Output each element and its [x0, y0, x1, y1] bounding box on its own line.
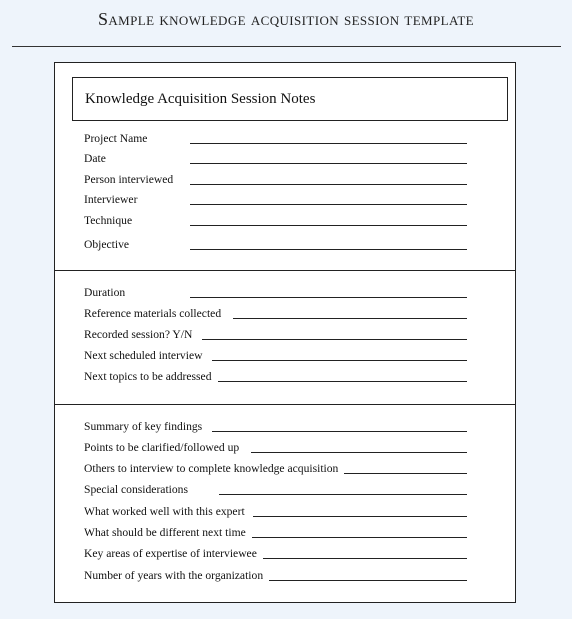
field-label: Reference materials collected [84, 307, 222, 320]
section-divider [55, 270, 515, 271]
field-special-considerations [84, 483, 467, 496]
field-objective [84, 238, 467, 251]
field-interviewer [84, 193, 467, 206]
form-heading: Knowledge Acquisition Session Notes [72, 77, 508, 121]
field-line[interactable] [190, 297, 467, 298]
field-line[interactable] [219, 494, 467, 495]
field-worked-well [84, 505, 467, 518]
field-line[interactable] [269, 580, 467, 581]
field-label: Interviewer [84, 193, 138, 206]
field-line[interactable] [252, 537, 467, 538]
field-label: Duration [84, 286, 126, 299]
field-line[interactable] [190, 249, 467, 250]
field-line[interactable] [218, 381, 468, 382]
field-date [84, 152, 467, 165]
field-label: Technique [84, 214, 133, 227]
field-line[interactable] [190, 204, 467, 205]
field-line[interactable] [190, 184, 467, 185]
field-label: Next scheduled interview [84, 349, 203, 362]
field-label: Summary of key findings [84, 420, 203, 433]
field-line[interactable] [202, 339, 467, 340]
field-label: Objective [84, 238, 130, 251]
field-reference-materials [84, 307, 467, 320]
field-line[interactable] [253, 516, 467, 517]
field-label: Others to interview to complete knowledge acquisition [84, 462, 339, 475]
field-label: Recorded session? Y/N [84, 328, 193, 341]
field-label: Points to be clarified/followed up [84, 441, 240, 454]
field-label: What worked well with this expert [84, 505, 245, 518]
section-divider [55, 404, 515, 405]
field-different-next-time [84, 526, 467, 539]
field-line[interactable] [190, 163, 467, 164]
field-label: Project Name [84, 132, 148, 145]
field-others-to-interview [84, 462, 467, 475]
field-line[interactable] [263, 558, 467, 559]
field-points-clarified [84, 441, 467, 454]
field-summary-findings [84, 420, 467, 433]
title-divider [12, 46, 561, 47]
field-line[interactable] [190, 225, 467, 226]
field-line[interactable] [344, 473, 467, 474]
field-label: Key areas of expertise of interviewee [84, 547, 257, 560]
field-project-name [84, 132, 467, 145]
field-next-topics [84, 370, 467, 383]
page-title: Sample knowledge acquisition session template [97, 9, 475, 29]
field-label: Special considerations [84, 483, 188, 496]
field-line[interactable] [190, 143, 467, 144]
field-line[interactable] [212, 431, 467, 432]
field-years-organization [84, 569, 467, 582]
field-person-interviewed [84, 173, 467, 186]
field-label: Date [84, 152, 106, 165]
field-label: Person interviewed [84, 173, 174, 186]
session-notes-form [54, 62, 516, 603]
field-line[interactable] [251, 452, 467, 453]
field-label: Number of years with the organization [84, 569, 264, 582]
field-next-interview [84, 349, 467, 362]
field-technique [84, 214, 467, 227]
field-line[interactable] [233, 318, 467, 319]
field-label: Next topics to be addressed [84, 370, 212, 383]
field-label: What should be different next time [84, 526, 246, 539]
field-duration [84, 286, 467, 299]
field-recorded-session [84, 328, 467, 341]
field-line[interactable] [212, 360, 467, 361]
field-areas-expertise [84, 547, 467, 560]
